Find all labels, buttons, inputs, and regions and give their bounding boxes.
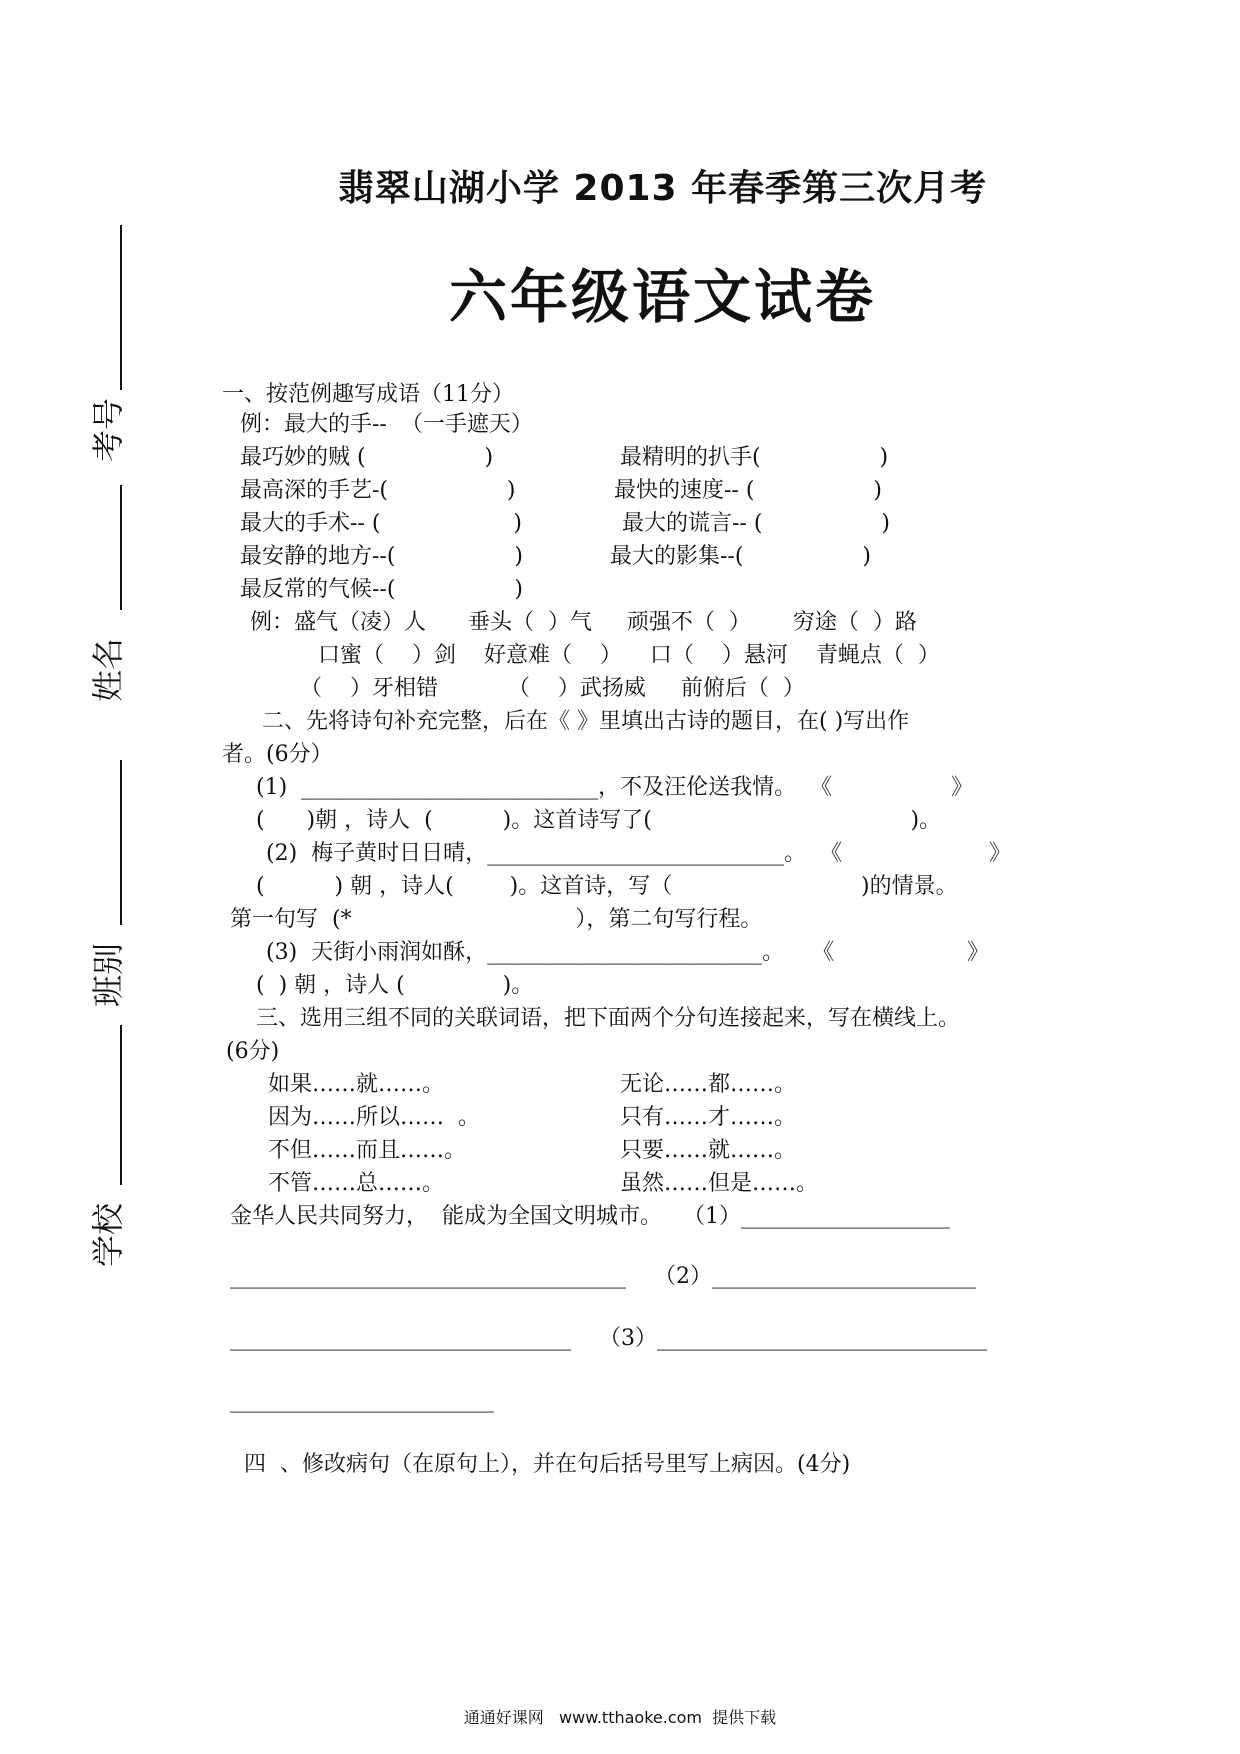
poem-q1-line1: (1) ___________________________，不及汪伦送我情。 《 》 — [256, 775, 974, 800]
conjunction-pair: 因为……所以…… 。 — [268, 1105, 480, 1130]
exam-paper-title: 六年级语文试卷 — [448, 263, 876, 331]
poem-q3-line2: ( ) 朝 ，诗人 ( )。 — [256, 973, 534, 998]
exam-school-title: 翡翠山湖小学 2013 年春季第三次月考 — [337, 168, 988, 209]
class-label: 班别 — [89, 942, 128, 1008]
conjunction-pair: 如果……就……。 — [268, 1072, 445, 1097]
answer-blank-item: 最大的影集--( ) — [610, 544, 871, 569]
idiom-row: 口蜜（ ）剑 好意难（ ） 口（ ）悬河 青蝇点（ ） — [318, 643, 940, 668]
section1-example: 例：最大的手-- （一手遮天） — [240, 412, 533, 437]
section1-heading: 一、按范例趣写成语（11分） — [222, 382, 514, 407]
conjunction-pair: 无论……都……。 — [620, 1072, 797, 1097]
conjunction-pair: 不管……总……。 — [268, 1171, 445, 1196]
conjunction-pair: 只要……就……。 — [620, 1138, 797, 1163]
answer-blank-item: 最大的谎言-- ( ) — [622, 511, 890, 536]
section4-heading: 四 、修改病句（在原句上），并在句后括号里写上病因。(4分) — [244, 1452, 851, 1477]
answer-blank-item: 最巧妙的贼 ( ) — [240, 445, 494, 470]
exam-no-line — [120, 225, 122, 390]
footer-source: 通通好课网 www.tthaoke.com 提供下载 — [463, 1708, 777, 1727]
answer-blank-item: 最安静的地方--( ) — [240, 544, 523, 569]
answer-blank-item: 最精明的扒手( ) — [620, 445, 889, 470]
answer-blank-item: 最大的手术-- ( ) — [240, 511, 522, 536]
poem-q2-line1: (2) 梅子黄时日日晴，___________________________。 《 》 — [266, 841, 1011, 866]
poem-q2-line3: 第一句写 (* ），第二句写行程。 — [230, 907, 763, 932]
conjunction-pair: 不但……而且……。 — [268, 1138, 467, 1163]
section3-heading: 三、选用三组不同的关联词语，把下面两个分句连接起来，写在横线上。 — [256, 1006, 961, 1031]
answer-line: ________________________ — [230, 1388, 494, 1413]
section3-heading-cont: (6分) — [226, 1039, 280, 1064]
name-line — [120, 485, 122, 610]
section3-sentence: 金华人民共同努力， 能成为全国文明城市。 （1）___________________ — [230, 1204, 950, 1229]
school-line — [120, 1025, 122, 1185]
poem-q2-line2: ( ) 朝 ，诗人( )。这首诗，写（ )的情景。 — [256, 874, 958, 899]
section2-heading-cont: 者。(6分） — [222, 742, 333, 767]
exam-no-label: 考号 — [89, 397, 128, 463]
school-label: 学校 — [89, 1202, 128, 1268]
section2-heading: 二、先将诗句补充完整，后在《 》里填出古诗的题目，在( )写出作 — [262, 709, 910, 734]
idiom-row: （ ）牙相错 （ ）武扬威 前俯后（ ） — [300, 676, 805, 701]
answer-blank-item: 最反常的气候--( ) — [240, 577, 523, 602]
class-line — [120, 760, 122, 925]
poem-q3-line1: (3) 天街小雨润如酥，_________________________。 《 》 — [266, 940, 989, 965]
poem-q1-line2: ( )朝 ，诗人 ( )。这首诗写了( )。 — [256, 808, 942, 833]
answer-line: ____________________________________ （2）________________________ — [230, 1264, 976, 1289]
name-label: 姓名 — [89, 637, 128, 703]
conjunction-pair: 只有……才……。 — [620, 1105, 797, 1130]
answer-line: _______________________________ （3）______________________________ — [230, 1326, 987, 1351]
answer-blank-item: 最快的速度-- ( ) — [614, 478, 882, 503]
conjunction-pair: 虽然……但是……。 — [620, 1171, 819, 1196]
idiom-row: 例：盛气（凌）人 垂头（ ）气 顽强不（ ） 穷途（ ）路 — [250, 610, 917, 635]
answer-blank-item: 最高深的手艺-( ) — [240, 478, 516, 503]
